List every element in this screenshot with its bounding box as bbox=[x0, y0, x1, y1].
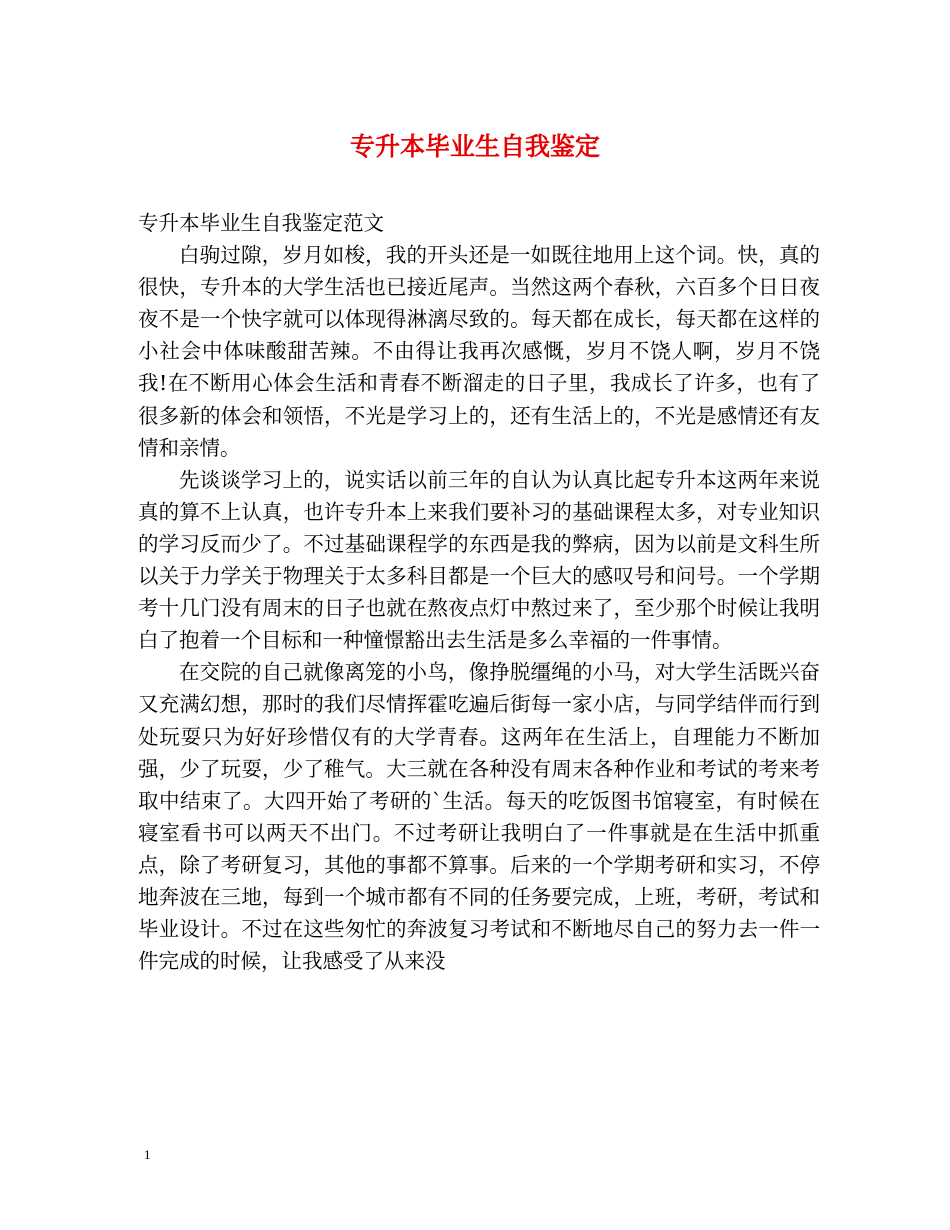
document-body bbox=[138, 207, 820, 977]
page-number: 1 bbox=[144, 1147, 151, 1162]
paragraph-3: 在交院的自己就像离笼的小鸟，像挣脱缰绳的小马，对大学生活既兴奋又充满幻想，那时的我们尽情挥霍吃遍后街每一家小店，与同学结伴而行到处玩耍只为好好珍惜仅有的大学青春。这两年在生活上，自理能力不断加强，少了玩耍，少了稚气。大三就在各种没有周末各种作业和考试的考来考取中结束了。大四开始了考研的`生活。每天的吃饭图书馆寝室，有时候在寝室看书可以两天不出门。不过考研让我明白了一件事就是在生活中抓重点，除了考研复习，其他的事都不算事。后来的一个学期考研和实习，不停地奔波在三地，每到一个城市都有不同的任务要完成，上班，考研，考试和毕业设计。不过在这些匆忙的奔波复习考试和不断地尽自己的努力去一件一件完成的时候，让我感受了从来没 bbox=[138, 660, 820, 974]
document-subtitle: 专升本毕业生自我鉴定范文 bbox=[138, 211, 384, 235]
document-title: 专升本毕业生自我鉴定 bbox=[349, 132, 600, 161]
paragraph-1: 白驹过隙，岁月如梭，我的开头还是一如既往地用上这个词。快，真的很快，专升本的大学生活也已接近尾声。当然这两个春秋，六百多个日日夜夜不是一个快字就可以体现得淋漓尽致的。每天都在成长，每天都在这样的小社会中体味酸甜苦辣。不由得让我再次感慨，岁月不饶人啊，岁月不饶我!在不断用心体会生活和青春不断溜走的日子里，我成长了许多，也有了很多新的体会和领悟，不光是学习上的，还有生活上的，不光是感情还有友情和亲情。 bbox=[138, 243, 820, 460]
paragraph-2: 先谈谈学习上的，说实话以前三年的自认为认真比起专升本这两年来说真的算不上认真，也许专升本上来我们要补习的基础课程太多，对专业知识的学习反而少了。不过基础课程学的东西是我的弊病，因为以前是文科生所以关于力学关于物理关于太多科目都是一个巨大的感叹号和问号。一个学期考十几门没有周末的日子也就在熬夜点灯中熬过来了，至少那个时候让我明白了抱着一个目标和一种憧憬豁出去生活是多么幸福的一件事情。 bbox=[138, 467, 820, 653]
